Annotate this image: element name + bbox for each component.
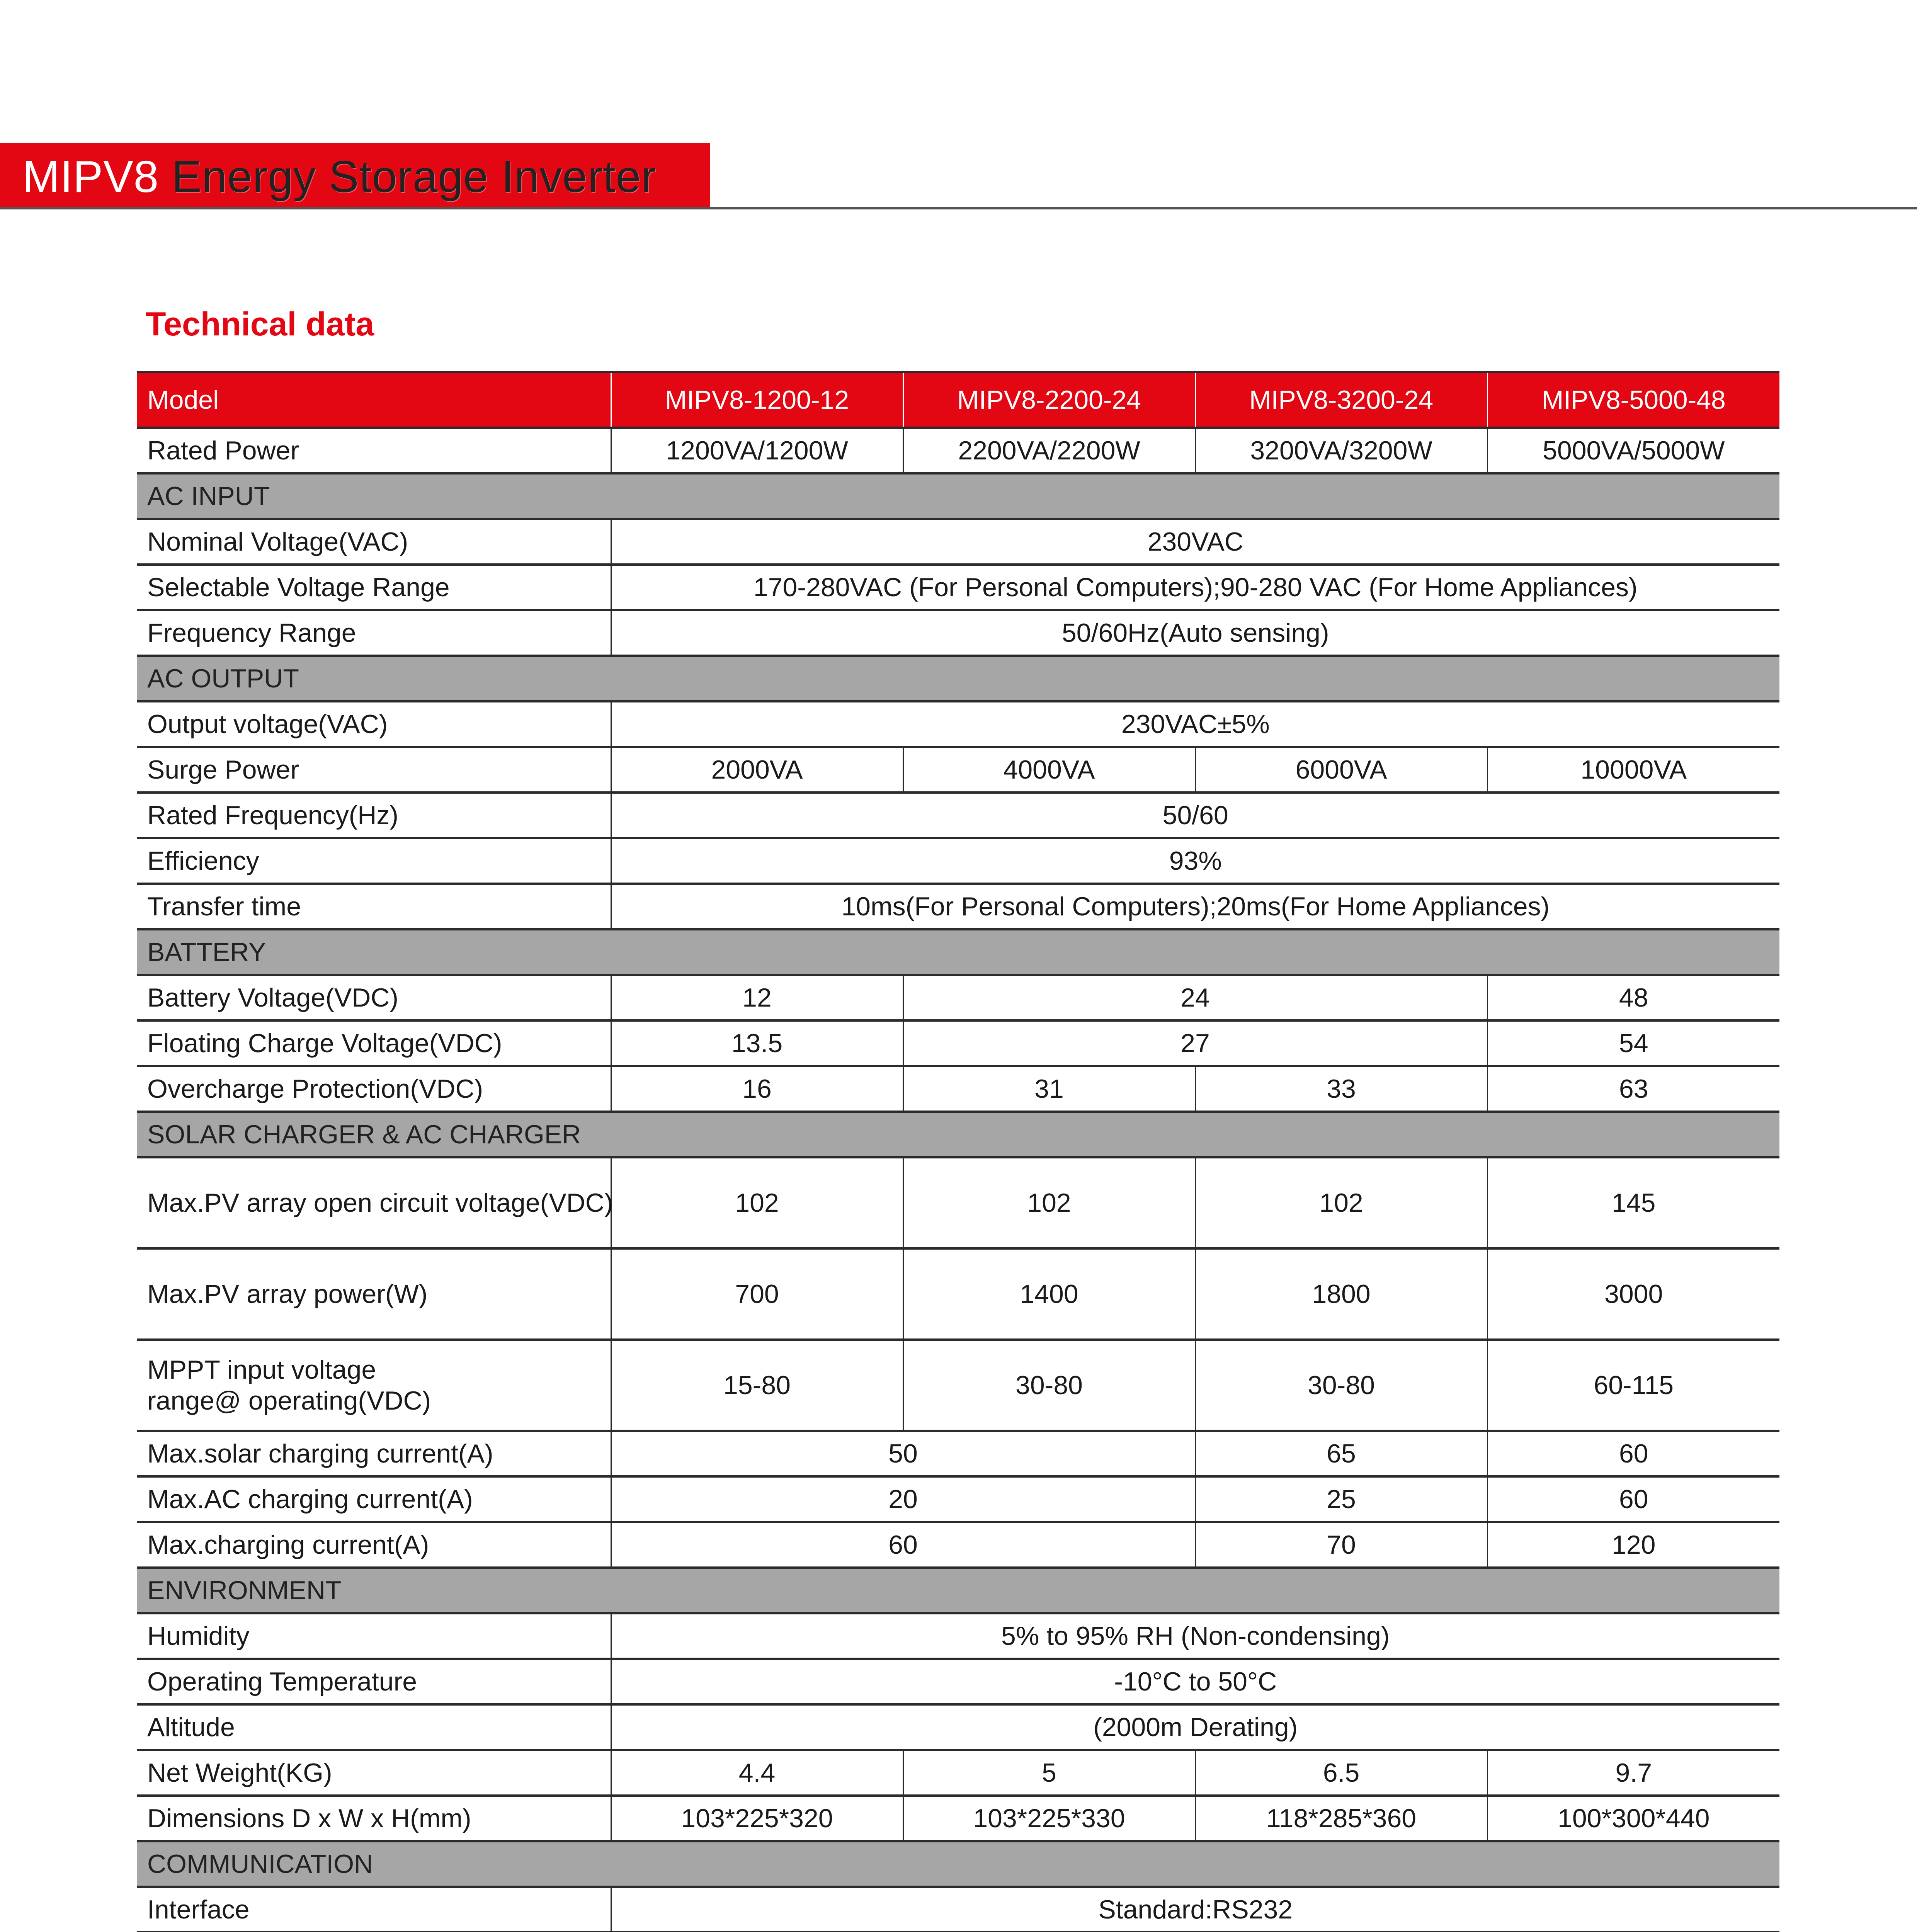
table-row [137,975,1779,1020]
value-cell: 50 [611,1431,1195,1476]
header-cell-model-2: MIPV8-2200-24 [903,373,1195,428]
value-cell: 13.5 [611,1020,903,1066]
value-cell: 50/60Hz(Auto sensing) [611,610,1779,656]
row-label: Floating Charge Voltage(VDC) [137,1020,611,1066]
table-row [137,565,1779,610]
table-row [137,1476,1779,1522]
value-cell: 50/60 [611,793,1779,838]
value-cell: 31 [903,1066,1195,1112]
value-cell: 54 [1487,1020,1779,1066]
page-title [22,151,657,202]
table-row [137,1157,1779,1248]
value-cell: 6000VA [1195,747,1487,793]
row-label: Rated Power [137,428,611,473]
category-row [137,1112,1779,1157]
table-row [137,519,1779,565]
value-cell: 102 [903,1157,1195,1248]
row-label: Dimensions D x W x H(mm) [137,1796,611,1841]
value-cell: 4.4 [611,1750,903,1796]
category-label: COMMUNICATION [137,1841,1779,1887]
table-row [137,610,1779,656]
value-cell: 230VAC±5% [611,701,1779,747]
spec-table [137,373,1779,1932]
value-cell: 103*225*330 [903,1796,1195,1841]
value-cell: 9.7 [1487,1750,1779,1796]
table-row [137,1248,1779,1340]
value-cell: 5 [903,1750,1195,1796]
row-label: Efficiency [137,838,611,884]
value-cell: 1200VA/1200W [611,428,903,473]
row-label: Operating Temperature [137,1659,611,1704]
header-rule [0,207,1917,209]
table-row [137,428,1779,473]
product-title: Energy Storage Inverter [159,151,657,202]
value-cell: 102 [1195,1157,1487,1248]
value-cell: 6.5 [1195,1750,1487,1796]
value-cell: 3000 [1487,1248,1779,1340]
value-cell: 70 [1195,1522,1487,1568]
value-cell: 65 [1195,1431,1487,1476]
value-cell: -10°C to 50°C [611,1659,1779,1704]
table-row [137,1750,1779,1796]
table-row [137,1340,1779,1431]
category-label: SOLAR CHARGER & AC CHARGER [137,1112,1779,1157]
value-cell: 48 [1487,975,1779,1020]
row-label: Max.solar charging current(A) [137,1431,611,1476]
value-cell: 60 [611,1522,1195,1568]
brand-name: MIPV8 [22,151,159,202]
row-label: Output voltage(VAC) [137,701,611,747]
table-row [137,1796,1779,1841]
table-row [137,1066,1779,1112]
value-cell: 10000VA [1487,747,1779,793]
category-row [137,656,1779,701]
table-row [137,1431,1779,1476]
value-cell: 24 [903,975,1487,1020]
value-cell: 60 [1487,1476,1779,1522]
table-row [137,1522,1779,1568]
value-cell: 5% to 95% RH (Non-condensing) [611,1613,1779,1659]
value-cell: 15-80 [611,1340,903,1431]
table-row [137,701,1779,747]
table-row [137,838,1779,884]
value-cell: 2000VA [611,747,903,793]
row-label: Altitude [137,1704,611,1750]
value-cell: 1800 [1195,1248,1487,1340]
table-row [137,1887,1779,1932]
value-cell: 10ms(For Personal Computers);20ms(For Home Appliances) [611,884,1779,929]
row-label: Rated Frequency(Hz) [137,793,611,838]
value-cell: 30-80 [903,1340,1195,1431]
row-label: Max.PV array open circuit voltage(VDC) [137,1157,611,1248]
value-cell: 16 [611,1066,903,1112]
row-label: Overcharge Protection(VDC) [137,1066,611,1112]
value-cell: 103*225*320 [611,1796,903,1841]
category-label: BATTERY [137,929,1779,975]
value-cell: 2200VA/2200W [903,428,1195,473]
value-cell: 230VAC [611,519,1779,565]
value-cell: 27 [903,1020,1487,1066]
row-label: Frequency Range [137,610,611,656]
table-row [137,884,1779,929]
value-cell: (2000m Derating) [611,1704,1779,1750]
value-cell: 63 [1487,1066,1779,1112]
row-label [137,1340,611,1431]
value-cell: 3200VA/3200W [1195,428,1487,473]
table-row [137,793,1779,838]
spec-table-body [137,373,1779,1932]
row-label: Surge Power [137,747,611,793]
row-label: Humidity [137,1613,611,1659]
header-cell-model: Model [137,373,611,428]
row-label: Max.charging current(A) [137,1522,611,1568]
header-cell-model-3: MIPV8-3200-24 [1195,373,1487,428]
table-row [137,747,1779,793]
value-cell: 145 [1487,1157,1779,1248]
value-cell: 1400 [903,1248,1195,1340]
row-label: Net Weight(KG) [137,1750,611,1796]
category-row [137,1568,1779,1613]
table-row [137,1613,1779,1659]
category-row [137,929,1779,975]
value-cell: 20 [611,1476,1195,1522]
category-row [137,473,1779,519]
value-cell: 60 [1487,1431,1779,1476]
value-cell: 4000VA [903,747,1195,793]
value-cell: 33 [1195,1066,1487,1112]
value-cell: 102 [611,1157,903,1248]
value-cell: 120 [1487,1522,1779,1568]
row-label: Selectable Voltage Range [137,565,611,610]
header-cell-model-1: MIPV8-1200-12 [611,373,903,428]
section-title: Technical data [146,306,374,343]
category-label: AC OUTPUT [137,656,1779,701]
table-row [137,1704,1779,1750]
row-label: Max.AC charging current(A) [137,1476,611,1522]
value-cell: 118*285*360 [1195,1796,1487,1841]
value-cell: 60-115 [1487,1340,1779,1431]
table-header-row [137,373,1779,428]
value-cell: 30-80 [1195,1340,1487,1431]
value-cell: 12 [611,975,903,1020]
row-label: Max.PV array power(W) [137,1248,611,1340]
table-row [137,1659,1779,1704]
table-row [137,1020,1779,1066]
category-label: ENVIRONMENT [137,1568,1779,1613]
value-cell: 100*300*440 [1487,1796,1779,1841]
row-label: Interface [137,1887,611,1932]
header-cell-model-4: MIPV8-5000-48 [1487,373,1779,428]
value-cell: Standard:RS232 [611,1887,1779,1932]
value-cell: 93% [611,838,1779,884]
row-label: Battery Voltage(VDC) [137,975,611,1020]
value-cell: 25 [1195,1476,1487,1522]
value-cell: 170-280VAC (For Personal Computers);90-280 VAC (For Home Appliances) [611,565,1779,610]
row-label-line: MPPT input voltage [147,1355,376,1384]
category-label: AC INPUT [137,473,1779,519]
value-cell: 700 [611,1248,903,1340]
row-label: Transfer time [137,884,611,929]
category-row [137,1841,1779,1887]
row-label: Nominal Voltage(VAC) [137,519,611,565]
value-cell: 5000VA/5000W [1487,428,1779,473]
row-label-line: range@ operating(VDC) [147,1386,431,1415]
